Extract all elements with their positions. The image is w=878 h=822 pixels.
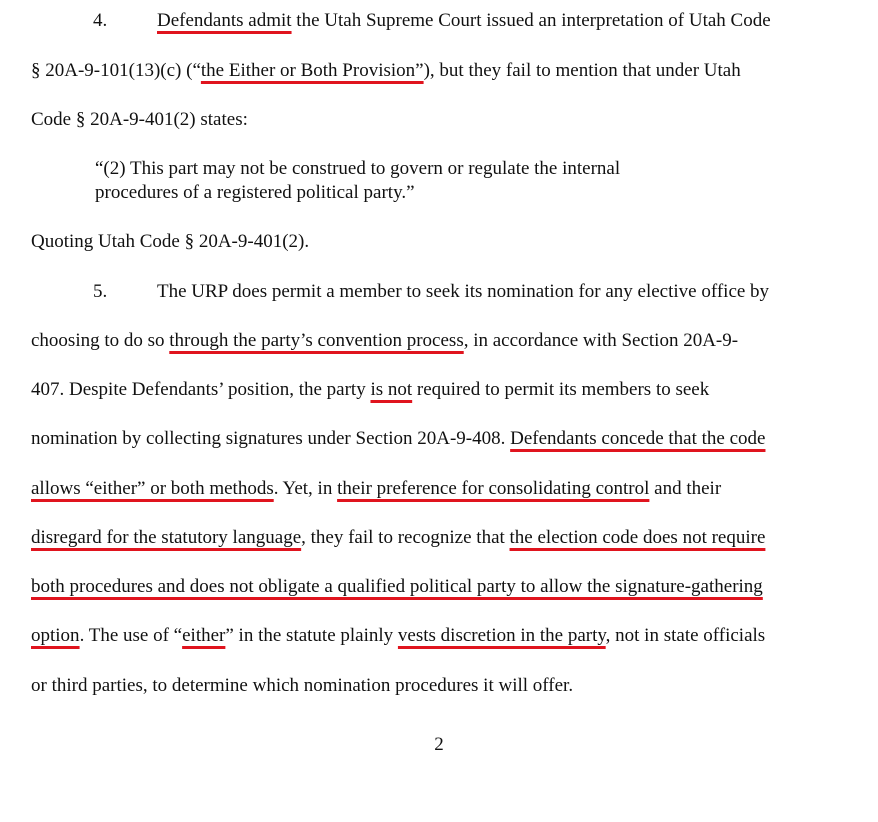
underlined-text: allows “either” or both methods [31, 478, 274, 499]
text-segment: required to permit its members to seek [412, 379, 710, 400]
text-segment: . The use of “ [79, 625, 183, 646]
underlined-text: either [182, 625, 226, 646]
text-segment: ” in the statute plainly [225, 625, 398, 646]
text-segment: , they fail to recognize that [301, 527, 510, 548]
p5-line-7 [31, 576, 763, 598]
text-segment: The URP does permit a member to seek its nomination for any elective office by [157, 281, 770, 302]
p5-line-1 [157, 281, 769, 303]
p4-line-3 [31, 109, 248, 131]
block-quote-line-1: “(2) This part may not be construed to govern or regulate the internal [95, 158, 621, 179]
underlined-text: Defendants admit [157, 10, 292, 31]
p5-line-3 [31, 379, 709, 401]
p4-line-1 [157, 10, 771, 32]
underlined-text: both procedures and does not obligate a qualified political party to allow the signature-gathering [31, 576, 763, 597]
underlined-text: the election code does not require [509, 527, 766, 548]
p5-line-9 [31, 675, 573, 697]
underlined-text: vests discretion in the party [397, 625, 606, 646]
text-segment: the Utah Supreme Court issued an interpretation of Utah Code [291, 10, 771, 31]
underlined-text: is not [370, 379, 413, 400]
underlined-text: through the party’s convention process [169, 330, 464, 351]
text-segment: Code § 20A-9-401(2) states: [31, 109, 248, 130]
text-segment: or third parties, to determine which nomination procedures it will offer. [31, 675, 574, 696]
underlined-text: Defendants concede that the code [510, 428, 766, 449]
text-segment: , not in state officials [605, 625, 766, 646]
p5-line-4 [31, 428, 765, 450]
p5-line-8 [31, 625, 765, 647]
text-segment: nomination by collecting signatures under Section 20A-9-408. [31, 428, 511, 449]
text-segment: choosing to do so [31, 330, 170, 351]
p5-line-5 [31, 478, 721, 500]
underlined-text: option [31, 625, 80, 646]
text-segment: 407. Despite Defendants’ position, the party [31, 379, 371, 400]
p5-line-2 [31, 330, 738, 352]
text-segment: , in accordance with Section 20A-9- [463, 330, 739, 351]
paragraph-number-4: 4. [93, 10, 108, 31]
underlined-text: the Either or Both Provision” [200, 60, 424, 81]
text-segment: § 20A-9-101(13)(c) (“ [31, 60, 201, 81]
page-number: 2 [434, 734, 444, 755]
underlined-text: their preference for consolidating control [337, 478, 650, 499]
underlined-text: disregard for the statutory language [31, 527, 302, 548]
p5-line-6 [31, 527, 765, 549]
text-segment: . Yet, in [273, 478, 338, 499]
block-quote-line-2: procedures of a registered political party.” [95, 182, 415, 203]
text-segment: and their [649, 478, 722, 499]
p4-line-2 [31, 60, 741, 82]
quoting-citation: Quoting Utah Code § 20A-9-401(2). [31, 231, 310, 252]
text-segment: ), but they fail to mention that under Utah [423, 60, 741, 81]
paragraph-number-5: 5. [93, 281, 108, 302]
